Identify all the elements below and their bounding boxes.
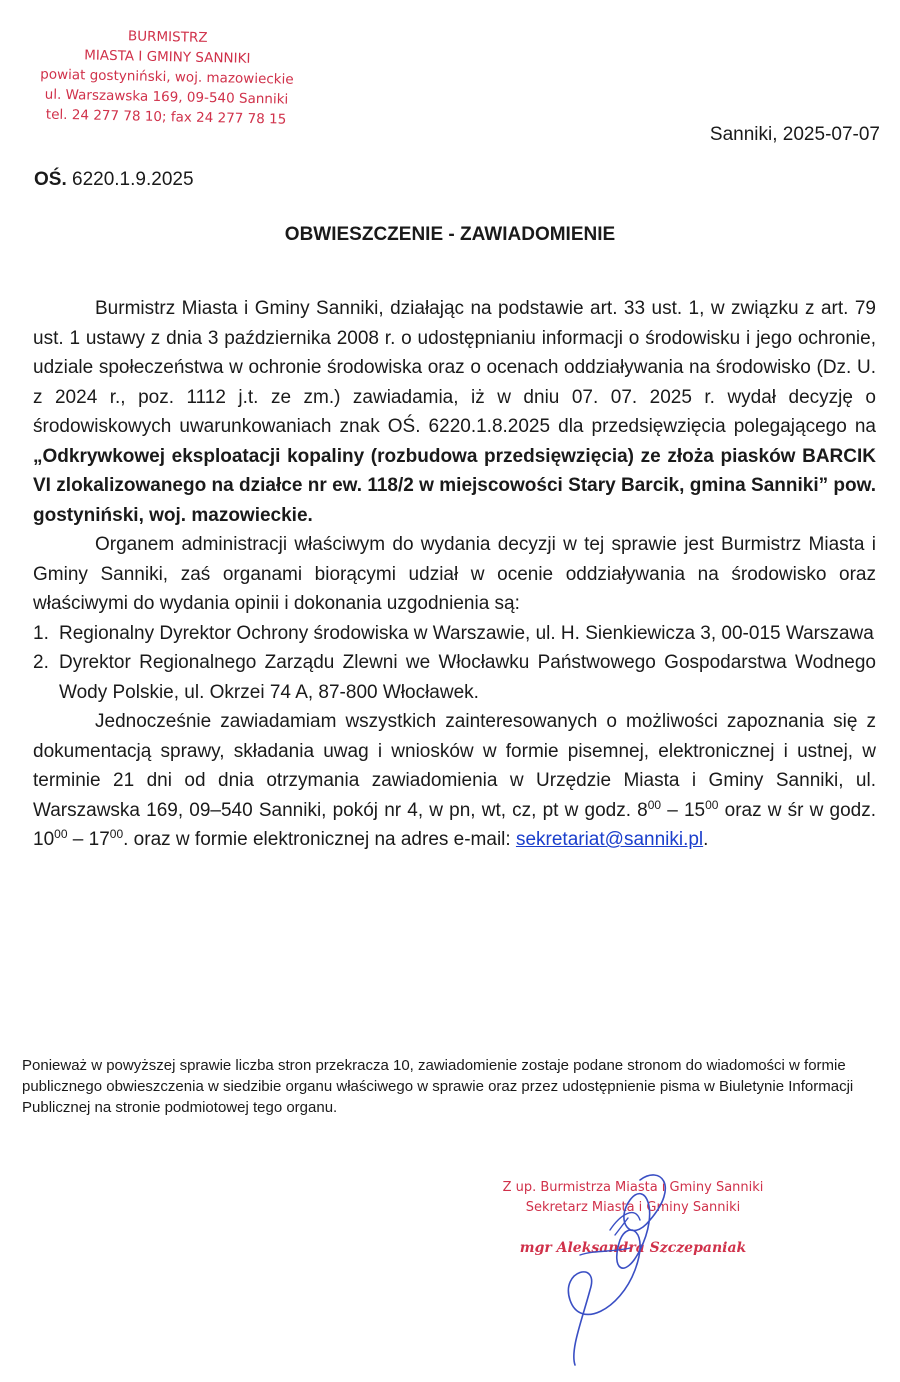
signature-line: Z up. Burmistrza Miasta i Gminy Sanniki — [502, 1180, 764, 1195]
list-number: 2. — [33, 652, 49, 673]
list-text: Dyrektor Regionalnego Zarządu Zlewni we Włocławku Państwowego Gospodarstwa Wodnego Wody Polskie, ul. Okrzei 74 A, 87-800 Włocławek. — [59, 652, 876, 703]
notice-text: Jednocześnie zawiadamiam wszystkich zainteresowanych o możliwości zapoznania się z dokumentacją sprawy, składania uwag i wniosków w formie pisemnej, elektronicznej i ustnej, w terminie 21 dni od dnia otrzymania zawiadomienia w Urzędzie Miasta i Gminy Sanniki, ul. Warszawska 169, 09–540 Sanniki, pokój nr 4, w pn, wt, cz, pt w godz. 8 — [33, 711, 876, 821]
list-item — [33, 619, 876, 649]
signature-line: Sekretarz Miasta i Gminy Sanniki — [525, 1200, 741, 1215]
list-number: 1. — [33, 622, 49, 644]
stamp-line: tel. 24 277 78 10; fax 24 277 78 15 — [45, 106, 287, 128]
list-text: Regionalny Dyrektor Ochrony środowiska w Warszawie, ul. H. Sienkiewicza 3, 00-015 Warszawa — [59, 622, 874, 644]
notice-text: oraz w śr w godz. 10 — [33, 799, 876, 850]
notice-text: . — [703, 829, 709, 850]
reference-prefix: OŚ. — [34, 169, 67, 190]
superscript: 00 — [54, 827, 68, 841]
document-title: OBWIESZCZENIE - ZAWIADOMIENIE — [284, 224, 616, 245]
office-stamp — [16, 24, 318, 130]
reference-value: 6220.1.9.2025 — [72, 169, 194, 190]
notice-text: – 17 — [67, 829, 110, 850]
authorities-list — [33, 619, 876, 708]
paragraph-authorities: Organem administracji właściwym do wydania decyzji w tej sprawie jest Burmistrz Miasta i Gminy Sanniki, zaś organami biorącymi udział w ocenie oddziaływania na środowisko oraz właściwymi do wydania opinii i dokonania uzgodnienia są: — [33, 534, 876, 614]
list-item — [33, 648, 876, 707]
stamp-line: ul. Warszawska 169, 09-540 Sanniki — [44, 86, 289, 108]
paragraph-text: Burmistrz Miasta i Gminy Sanniki, działając na podstawie art. 33 ust. 1, w związku z art. 79 ust. 1 ustawy z dnia 3 października 2008 r. o udostępnianiu informacji o środowisku i jego ochronie, udziale społeczeństwa w ochronie środowiska oraz o ocenach oddziaływania na środowisko (Dz. U. z 2024 r., poz. 1112 j.t. ze zm.) zawiadamia, iż w dniu 07. 07. 2025 r. wydał decyzję o środowiskowych uwarunkowaniach znak OŚ. 6220.1.8.2025 dla przedsięwzięcia polegającego na — [33, 298, 876, 437]
stamp-line: MIASTA I GMINY SANNIKI — [84, 47, 251, 67]
publication-note: Ponieważ w powyższej sprawie liczba stron przekracza 10, zawiadomienie zostaje podane stronom do wiadomości w formie publicznego obwieszczenia w siedzibie organu właściwego w sprawie oraz przez udostępnienie pisma w Biuletynie Informacji Publicznej na stronie podmiotowej tego organu. — [22, 1057, 854, 1116]
handwritten-signature-icon — [520, 1160, 710, 1370]
superscript: 00 — [705, 797, 719, 812]
email-link[interactable]: sekretariat@sanniki.pl — [515, 829, 704, 850]
paragraph-decision — [33, 294, 876, 530]
superscript: 00 — [109, 827, 124, 841]
stamp-line: powiat gostyniński, woj. mazowieckie — [40, 66, 294, 88]
notice-text: – 15 — [661, 799, 706, 821]
project-name: „Odkrywkowej eksploatacji kopaliny (rozbudowa przedsięwzięcia) ze złoża piasków BARCIK VI zlokalizowanego na działce nr ew. 118/2 w miejscowości Stary Barcik, gmina Sanniki” pow. gostyniński, woj. mazowieckie. — [33, 445, 876, 526]
stamp-line: BURMISTRZ — [127, 28, 208, 46]
document-date: Sanniki, 2025-07-07 — [709, 124, 880, 145]
paragraph-notice — [33, 707, 876, 855]
reference-number — [34, 169, 194, 191]
signatory-name: mgr Aleksandra Szczepaniak — [519, 1240, 747, 1256]
notice-text: . oraz w formie elektronicznej na adres e-mail: — [123, 829, 516, 850]
superscript: 00 — [647, 797, 662, 812]
document-body — [33, 294, 876, 855]
